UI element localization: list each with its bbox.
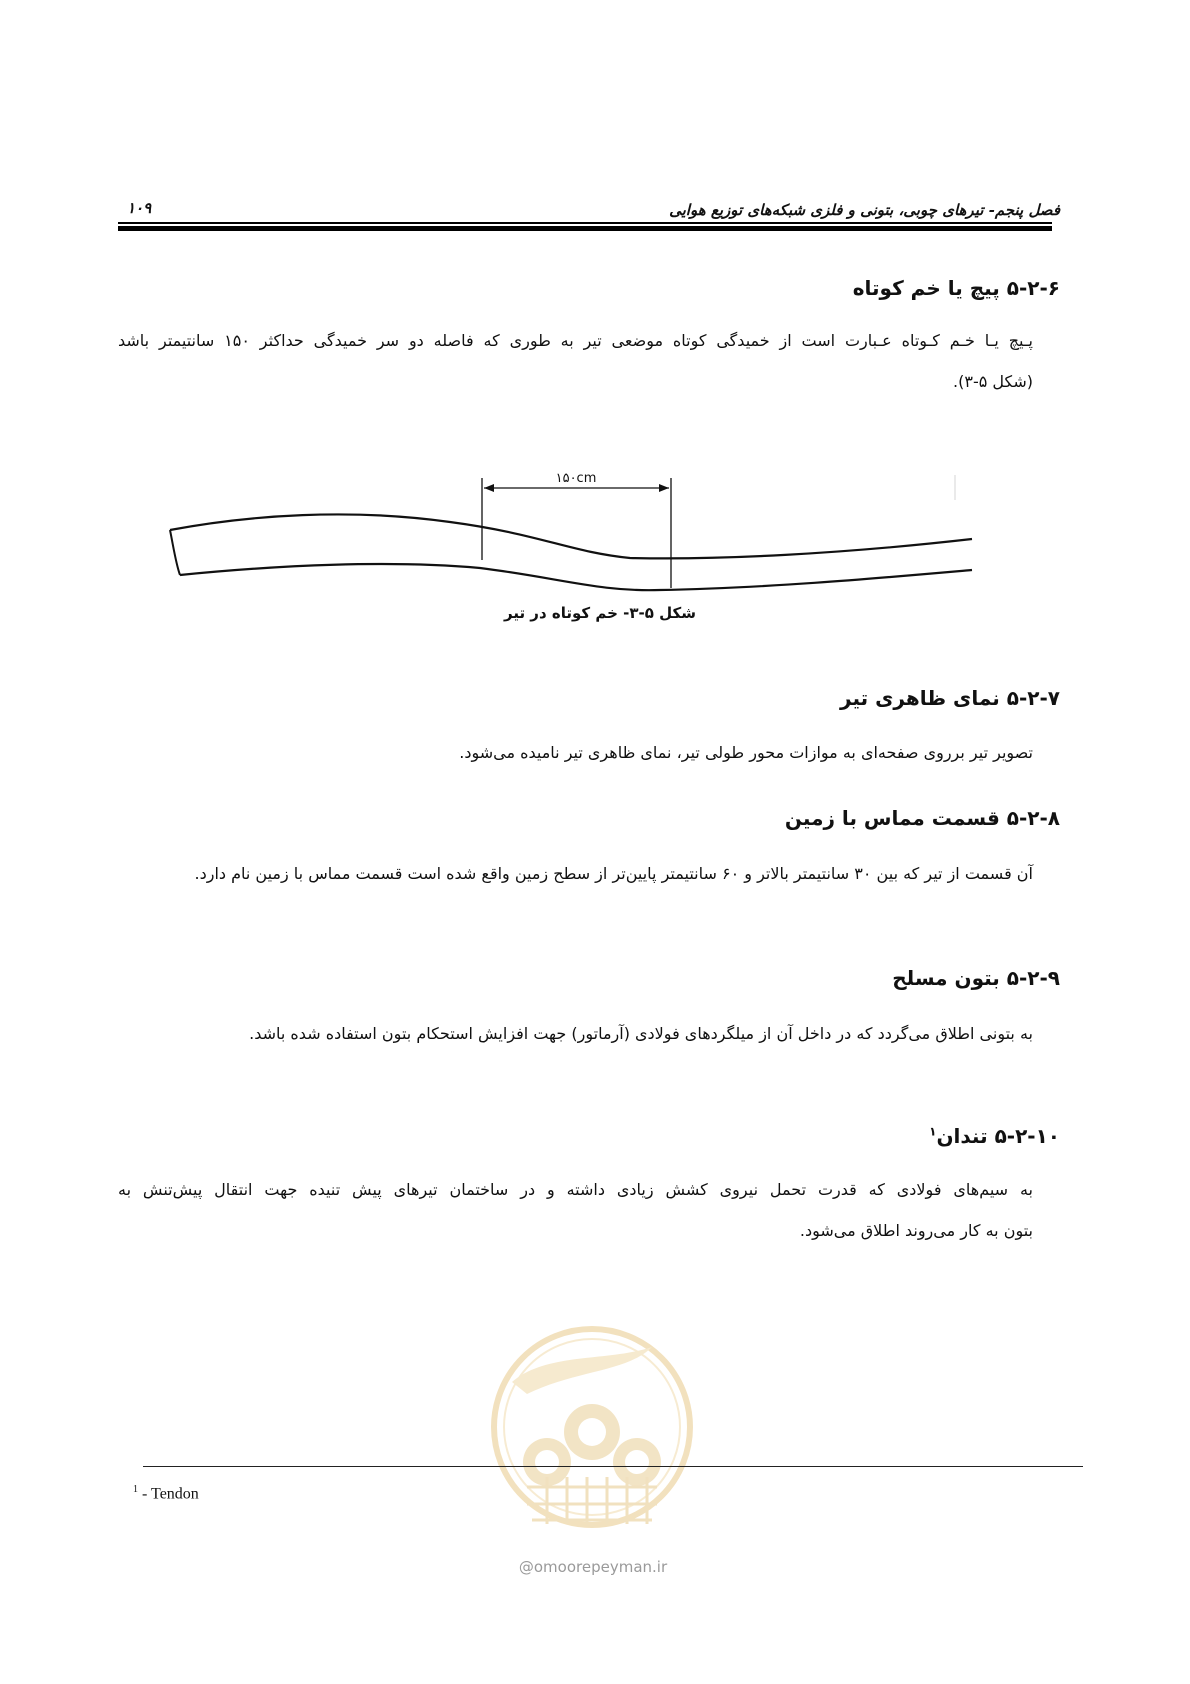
body-line: به بتونی اطلاق می‌گردد که در داخل آن از میلگردهای فولادی (آرماتور) جهت افزایش استحکام بتون استفاده شده باشد. (249, 1024, 1033, 1043)
heading-text: ۵-۲-۱۰ تندان (936, 1124, 1060, 1148)
section-heading-5-2-8: ۵-۲-۸ قسمت مماس با زمین (784, 806, 1060, 830)
footnote-rule (143, 1466, 1083, 1467)
watermark-site: @omoorepeyman.ir (518, 1558, 668, 1576)
header-rule-thick (118, 226, 1052, 231)
dimension-label: ۱۵۰cm (555, 471, 597, 486)
body-line: پـیچ یـا خـم کـوتاه عـبارت است از خمیدگی کوتاه موضعی تیر به طوری که فاصله دو سر خمیدگی حداکثر ۱۵۰ سانتیمتر باشد (118, 331, 1033, 350)
section-heading-5-2-10 (929, 1124, 1060, 1148)
body-line: (شکل ۵-۳). (953, 372, 1033, 391)
dimension-arrow-left (484, 484, 494, 492)
figure-caption: شکل ۵-۳- خم کوتاه در تیر (504, 604, 696, 622)
footnote (133, 1484, 199, 1503)
pole-bottom-edge (180, 564, 972, 590)
body-line: بتون به کار می‌روند اطلاق می‌شود. (799, 1221, 1033, 1240)
section-body-5-2-9 (118, 1013, 1033, 1054)
footnote-text: - Tendon (138, 1485, 199, 1503)
section-body-5-2-7 (118, 732, 1033, 773)
dimension-arrow-right (659, 484, 669, 492)
chapter-title: فصل پنجم- تیرهای چوبی، بتونی و فلزی شبکه‌های توزیع هوایی (669, 201, 1060, 219)
footnote-mark: 1 (133, 1484, 138, 1495)
section-body-5-2-8 (118, 853, 1033, 894)
pole-top-edge (170, 514, 972, 558)
section-heading-5-2-6: ۵-۲-۶ پیچ یا خم کوتاه (852, 276, 1060, 300)
header-rule-thin (118, 222, 1052, 224)
page-number: ۱۰۹ (127, 199, 152, 217)
body-line: به سیم‌های فولادی که قدرت تحمل نیروی کشش زیادی داشته و در ساختمان تیرهای پیش تنیده جهت انتقال پیش‌تنش به (118, 1180, 1033, 1199)
body-line: تصویر تیر برروی صفحه‌ای به موازات محور طولی تیر، نمای ظاهری تیر نامیده می‌شود. (459, 743, 1033, 762)
watermark-logo (487, 1312, 697, 1552)
body-line: آن قسمت از تیر که بین ۳۰ سانتیمتر بالاتر و ۶۰ سانتیمتر پایین‌تر از سطح زمین واقع شده است قسمت مماس با زمین نام دارد. (194, 864, 1033, 883)
section-body-5-2-10 (118, 1169, 1033, 1251)
section-heading-5-2-9: ۵-۲-۹ بتون مسلح (892, 966, 1060, 990)
pole-butt-end (170, 530, 180, 575)
section-heading-5-2-7: ۵-۲-۷ نمای ظاهری تیر (840, 686, 1060, 710)
section-body-5-2-6 (118, 320, 1033, 402)
bent-pole-figure (160, 460, 1000, 610)
footnote-ref: ۱ (929, 1124, 937, 1139)
